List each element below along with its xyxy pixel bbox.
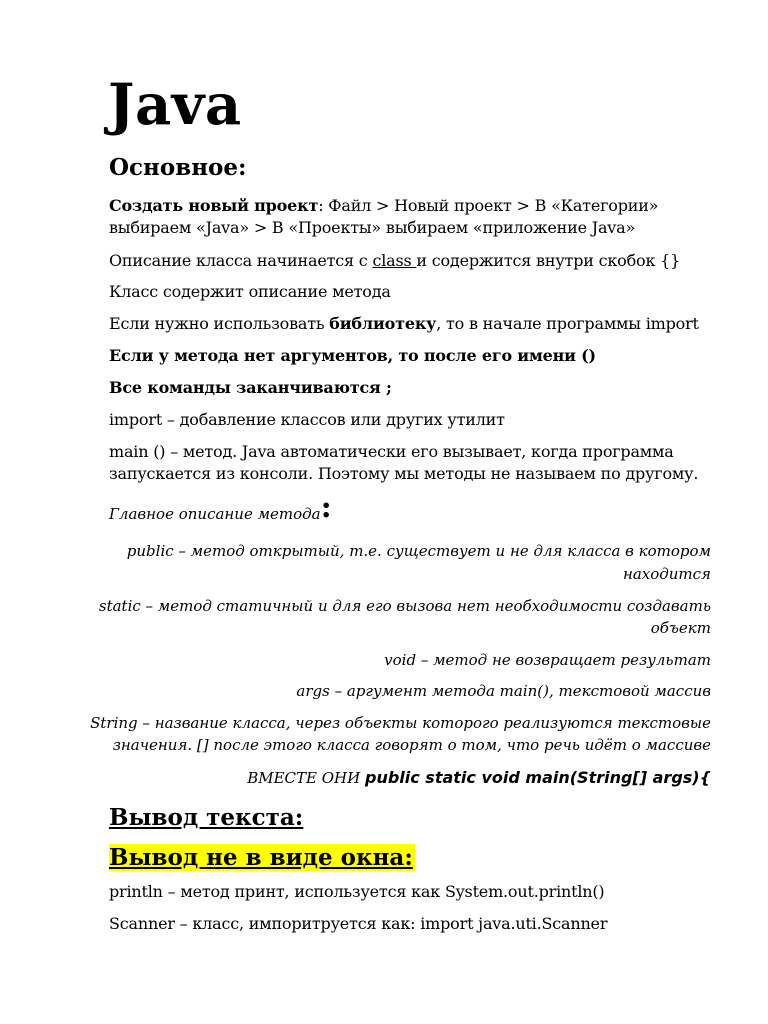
paragraph-no-args: Если у метода нет аргументов, то после его имени () bbox=[109, 346, 596, 365]
void-description: void – метод не возвращает результат bbox=[384, 651, 711, 669]
class-desc-after: и содержится внутри скобок {} bbox=[416, 251, 681, 270]
section-heading-output: Вывод текста: bbox=[109, 804, 304, 831]
library-word: библиотеку bbox=[329, 314, 437, 333]
together-line bbox=[247, 767, 711, 789]
main-description-heading bbox=[109, 490, 332, 525]
paragraph-create-project-line2: выбираем «Java» > В «Проекты» выбираем «приложение Java» bbox=[109, 218, 636, 237]
main-description-title: Главное описание метода bbox=[109, 505, 321, 523]
string-description-line2: значения. [] после этого класса говорят о том, что речь идёт о массиве bbox=[112, 736, 711, 754]
paragraph-import: import – добавление классов или других утилит bbox=[109, 410, 505, 429]
paragraph-create-project-line1 bbox=[109, 195, 658, 217]
static-description-line2: объект bbox=[650, 619, 711, 637]
args-description: args – аргумент метода main(), текстовой массив bbox=[296, 682, 711, 700]
paragraph-main-line2: запускается из консоли. Поэтому мы методы не называем по другому. bbox=[109, 464, 699, 483]
paragraph-scanner: Scanner – класс, импоритруется как: import java.uti.Scanner bbox=[109, 914, 608, 933]
paragraph-class-contains: Класс содержит описание метода bbox=[109, 282, 391, 301]
create-project-label: Создать новый проект bbox=[109, 196, 319, 215]
main-description-colon: : bbox=[320, 490, 332, 525]
library-before: Если нужно использовать bbox=[109, 314, 330, 333]
library-after: , то в начале программы import bbox=[436, 314, 699, 333]
class-desc-before: Описание класса начинается с bbox=[109, 251, 373, 270]
main-signature-code: public static void main(String[] args){ bbox=[364, 768, 711, 787]
paragraph-library bbox=[109, 313, 699, 335]
section-heading-main: Основное: bbox=[109, 154, 247, 181]
paragraph-class-description bbox=[109, 250, 680, 272]
paragraph-println: println – метод принт, используется как System.out.println() bbox=[109, 882, 605, 901]
highlighted-subsection-text: Вывод не в виде окна: bbox=[109, 844, 413, 871]
public-description-line1: public – метод открытый, т.е. существует и не для класса в котором bbox=[126, 542, 711, 560]
paragraph-main-line1: main () – метод. Java автоматически его вызывает, когда программа bbox=[109, 442, 674, 461]
subsection-heading-console bbox=[109, 843, 415, 873]
together-prefix: ВМЕСТЕ ОНИ bbox=[247, 769, 365, 787]
paragraph-commands-end: Все команды заканчиваются ; bbox=[109, 378, 392, 397]
page-title: Java bbox=[108, 72, 242, 138]
public-description-line2: находится bbox=[622, 565, 711, 583]
class-keyword: class bbox=[372, 251, 417, 270]
create-project-steps: : Файл > Новый проект > В «Категории» bbox=[318, 196, 659, 215]
string-description-line1: String – название класса, через объекты которого реализуются текстовые bbox=[90, 714, 711, 732]
static-description-line1: static – метод статичный и для его вызова нет необходимости создавать bbox=[98, 597, 711, 615]
